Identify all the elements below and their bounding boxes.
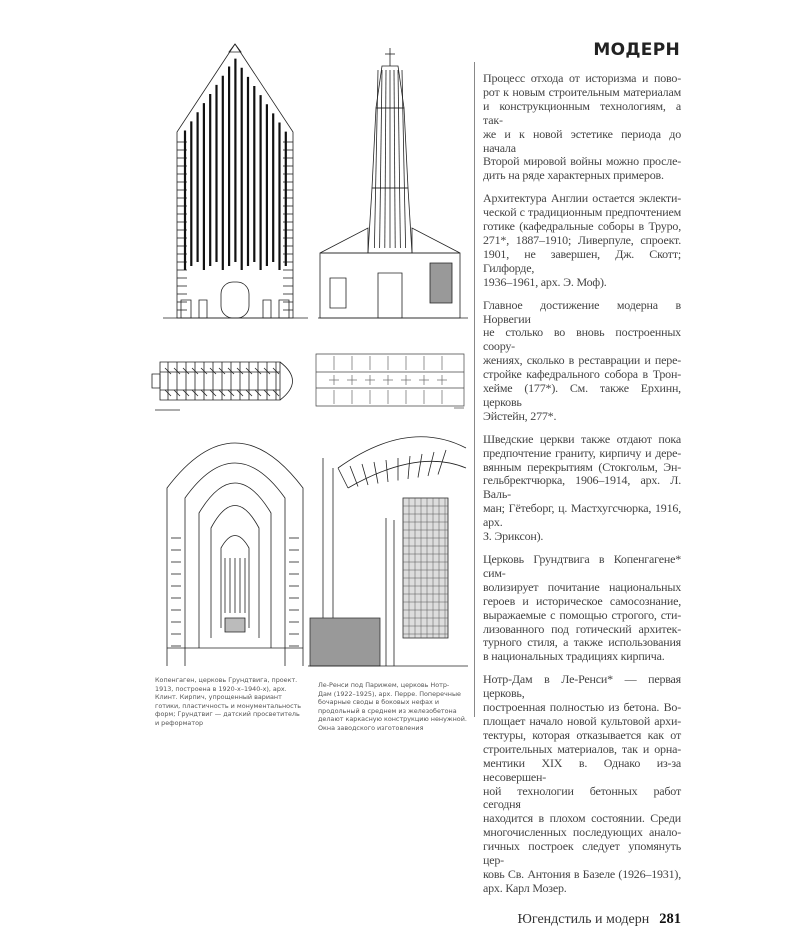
text-line: не столько во вновь построенных соору- <box>483 325 681 354</box>
text-line: гельбректчюрка, 1906–1914, арх. Л. Валь- <box>483 473 681 502</box>
text-line: Второй мировой войны можно просле- <box>483 154 681 169</box>
caption-line: Окна заводского изготовления <box>318 723 424 732</box>
text-line: предпочтение граниту, кирпичу и дере- <box>483 445 681 460</box>
body-paragraph <box>483 72 681 183</box>
text-line: тектуры, которая отказывается как от <box>483 727 681 742</box>
text-line: же и к новой эстетике периода до начала <box>483 126 681 155</box>
drawing-stroke <box>380 70 382 248</box>
drawing-stroke <box>386 460 388 482</box>
text-column <box>483 72 681 928</box>
grundtvig-interior-illustration <box>163 428 307 668</box>
text-line: ческой с традиционным предпочтением <box>483 205 681 220</box>
text-line: 271*, 1887–1910; Ливерпуле, спроект. <box>483 232 681 247</box>
text-line: лизованного под готический архитек- <box>483 621 681 636</box>
le-raincy-interior-illustration <box>308 428 468 668</box>
caption-line: Ле-Ренси под Парижем, церковь Нотр- <box>318 681 450 689</box>
page-footer <box>483 911 681 928</box>
text-line: находится в плохом состоянии. Среди <box>483 811 681 826</box>
text-line: 1901, не завершен, Дж. Скотт; Гилфорде, <box>483 246 681 275</box>
text-line: гичных построек следует упомянуть цер- <box>483 839 681 868</box>
le-raincy-floor-plan <box>314 350 468 414</box>
text-line: ман; Гётеборг, ц. Мастхугсчюрка, 1916, арх. <box>483 501 681 530</box>
grundtvig-facade-illustration <box>163 42 308 320</box>
figure-caption-grundtvig <box>155 676 310 728</box>
caption-line: делают каркасную конструкцию ненужной. <box>318 715 467 724</box>
text-line: Церковь Грундтвига в Копенгагене* сим- <box>483 552 681 580</box>
body-paragraph <box>483 192 681 289</box>
text-line: арх. Карл Мозер. <box>483 880 567 895</box>
text-line: дить на ряде характерных примеров. <box>483 168 664 183</box>
grundtvig-floor-plan <box>150 348 308 414</box>
text-line: и конструкционным технологиям, а так- <box>483 98 681 127</box>
drawing-stroke <box>362 464 368 485</box>
caption-line: готики, пластичность и монументальность <box>155 701 302 710</box>
drawing-stroke <box>374 462 378 484</box>
page-title: МОДЕРН <box>593 40 680 60</box>
caption-line: и реформатор <box>155 718 204 727</box>
body-paragraph <box>483 433 681 544</box>
text-line: вянным перекрытиям (Стокгольм, Эн- <box>483 459 681 474</box>
caption-line: продольный в среднем из железобетона <box>318 706 457 715</box>
drawing-stroke <box>428 452 434 476</box>
drawing-stroke <box>398 70 400 248</box>
text-line: строительных материалов, так и орна- <box>483 741 681 756</box>
body-paragraph <box>483 299 681 424</box>
drawing-stroke <box>394 70 395 248</box>
text-line: выражаемые с помощью строгого, сти- <box>483 607 681 622</box>
text-line: волизирует почитание национальных <box>483 579 681 594</box>
caption-line: Дам (1922–1925), арх. Перре. Поперечные <box>318 689 461 698</box>
drawing-stroke <box>350 466 358 487</box>
text-line: рот к новым строительным материалам <box>483 84 681 99</box>
drawing-stroke <box>408 456 410 479</box>
body-paragraph <box>483 553 681 664</box>
text-line: ной технологии бетонных работ сегодня <box>483 783 681 812</box>
text-line: Архитектура Англии остается эклекти- <box>483 191 681 206</box>
drawing-stroke <box>338 468 348 488</box>
text-line: построенная полностью из бетона. Во- <box>483 700 681 715</box>
text-line: Шведские церкви также отдают пока <box>483 431 681 446</box>
caption-line: 1913, построена в 1920-х–1940-х), арх. <box>155 684 287 693</box>
caption-line: Клинт. Кирпич, упрощенный вариант <box>155 693 282 702</box>
tower-church-illustration <box>318 48 468 320</box>
drawing-stroke <box>402 70 406 248</box>
section-name: Югендстиль и модерн <box>517 911 650 927</box>
text-line: 1936–1961, арх. Э. Моф). <box>483 274 607 289</box>
text-line: героев и историческое самосознание, <box>483 593 681 608</box>
text-line: ковь Св. Антония в Базеле (1926–1931), <box>483 866 681 881</box>
caption-line: бочарные своды в боковых нефах и <box>318 698 439 707</box>
caption-line: Копенгаген, церковь Грундтвига, проект. <box>155 676 298 684</box>
drawing-stroke <box>418 454 422 478</box>
text-line: Нотр-Дам в Ле-Ренси* — первая церковь, <box>483 672 681 701</box>
text-line: ментики XIX в. Однако из-за несовершен- <box>483 755 681 784</box>
text-line: многочисленных последующих анало- <box>483 825 681 840</box>
text-line: в национальных традициях кирпича. <box>483 649 665 664</box>
figure-caption-le-raincy <box>318 681 468 733</box>
page-number: 281 <box>659 910 681 927</box>
body-paragraph <box>483 673 681 896</box>
column-divider <box>474 62 475 717</box>
text-line: стройке кафедрального собора в Трон- <box>483 367 681 382</box>
text-line: готике (кафедральные соборы в Труро, <box>483 219 681 234</box>
caption-line: форм; Грундтвиг — датский просветитель <box>155 710 300 719</box>
text-line: хейме (177*). См. также Ерхинн, церковь <box>483 381 681 409</box>
text-line: З. Эриксон). <box>483 529 544 544</box>
text-line: Главное достижение модерна в Норвегии <box>483 297 681 326</box>
drawing-stroke <box>374 70 378 248</box>
text-line: турного стиля, а также использования <box>483 635 681 650</box>
drawing-stroke <box>385 70 386 248</box>
text-line: жениях, сколько в реставрации и пере- <box>483 353 681 368</box>
text-line: площает начало новой культовой архи- <box>483 713 681 728</box>
text-line: Процесс отхода от историзма и пово- <box>483 71 681 85</box>
text-line: Эйстейн, 277*. <box>483 408 557 423</box>
